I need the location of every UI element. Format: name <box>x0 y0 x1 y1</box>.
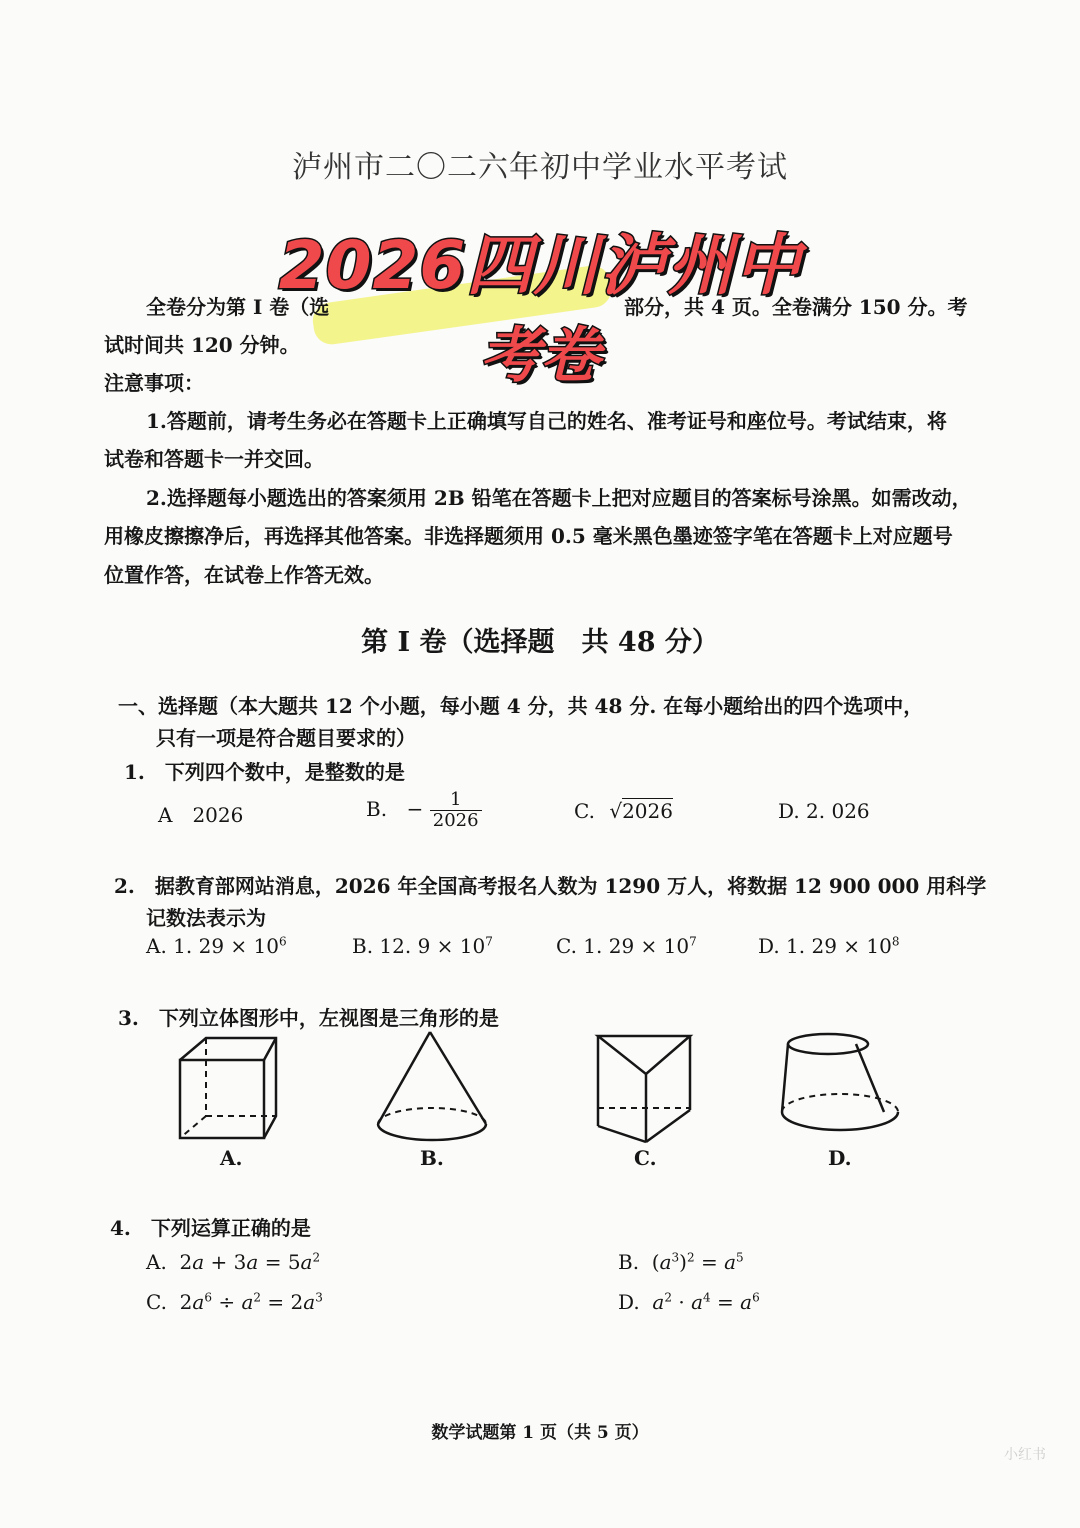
exam-title: 泸州市二〇二六年初中学业水平考试 <box>292 150 788 185</box>
q2-option-a: A. 1. $29 \times 10^6$ <box>146 934 287 958</box>
cone-figure <box>378 1032 486 1140</box>
q3-figures <box>160 1030 920 1150</box>
q2-option-c: C. 1. $29 \times 10^7$ <box>556 934 697 958</box>
section-title: 第 I 卷（选择题 共 48 分） <box>361 627 719 658</box>
q1-option-d: D. 2. 026 <box>778 799 870 823</box>
q3-label-b: B. <box>420 1146 444 1170</box>
q1-fraction-numerator: 1 <box>430 790 482 811</box>
q1-option-c-radicand: 2026 <box>622 799 673 823</box>
note-2-line-1: 2.选择题每小题选出的答案须用 2B 铅笔在答题卡上把对应题目的答案标号涂黑。如需改动， <box>146 486 972 510</box>
notes-heading: 注意事项： <box>104 371 204 395</box>
q2-option-b: B. 12. $9 \times 10^7$ <box>352 934 493 958</box>
triangular-prism-figure <box>598 1036 690 1142</box>
cube-figure <box>180 1038 276 1138</box>
q1-option-b: B. − $\frac{1}{2026}$ <box>366 790 482 831</box>
q1-stem: 1. 下列四个数中，是整数的是 <box>124 760 405 784</box>
q1-option-b-fraction <box>430 790 482 831</box>
q1-option-b-label: B. <box>366 797 388 821</box>
note-1-line-2: 试卷和答题卡一并交回。 <box>104 447 324 471</box>
intro-line-2: 试时间共 120 分钟。 <box>104 333 300 357</box>
q3-label-d: D. <box>828 1146 852 1170</box>
q3-stem: 3. 下列立体图形中，左视图是三角形的是 <box>118 1006 499 1030</box>
banner-line-1: 2026四川泸州中 <box>278 227 802 304</box>
sqrt-icon: √ <box>609 799 623 823</box>
intro-line-1-end: 部分，共 4 页。全卷满分 150 分。考 <box>624 295 968 319</box>
q2-option-d: D. 1. $29 \times 10^8$ <box>758 934 900 958</box>
q4-option-d: D. $a^2 \cdot a^4 = a^6$ <box>618 1290 760 1314</box>
intro-line-1-start: 全卷分为第 I 卷（选 <box>146 295 330 319</box>
q2-stem-line-2: 记数法表示为 <box>146 906 266 930</box>
q1-option-c <box>574 799 673 823</box>
note-2-line-3: 位置作答，在试卷上作答无效。 <box>104 563 384 587</box>
frustum-figure <box>782 1034 898 1130</box>
q3-label-a: A. <box>220 1146 243 1170</box>
q1-fraction-denominator: 2026 <box>432 810 479 831</box>
note-2-line-2: 用橡皮擦擦净后，再选择其他答案。非选择题须用 0.5 毫米黑色墨迹签字笔在答题卡上对应题号 <box>104 524 953 548</box>
q4-option-b: B. $(a^3)^2 = a^5$ <box>618 1250 744 1274</box>
q4-option-a: A. $2a + 3a = 5a^2$ <box>146 1250 321 1274</box>
part1-line-2: 只有一项是符合题目要求的） <box>156 726 416 750</box>
q3-label-c: C. <box>634 1146 657 1170</box>
banner-line-2: 考卷 <box>480 321 600 391</box>
q1-option-a: A 2026 <box>158 803 244 827</box>
part1-line-1: 一、选择题（本大题共 12 个小题，每小题 4 分，共 48 分. 在每小题给出的四个选项中， <box>118 694 924 718</box>
q2-stem-line-1: 2. 据教育部网站消息，2026 年全国高考报名人数为 1290 万人，将数据 12 900 000 用科学 <box>114 874 987 898</box>
q1-option-c-label: C. <box>574 799 595 823</box>
q4-stem: 4. 下列运算正确的是 <box>110 1216 311 1240</box>
note-1-line-1: 1.答题前，请考生务必在答题卡上正确填写自己的姓名、准考证号和座位号。考试结束，将 <box>146 409 947 433</box>
q4-option-c: C. $2a^6 \div a^2 = 2a^3$ <box>146 1290 323 1314</box>
watermark: 小红书 <box>1004 1447 1046 1463</box>
page-footer: 数学试题第 1 页（共 5 页） <box>431 1423 649 1443</box>
